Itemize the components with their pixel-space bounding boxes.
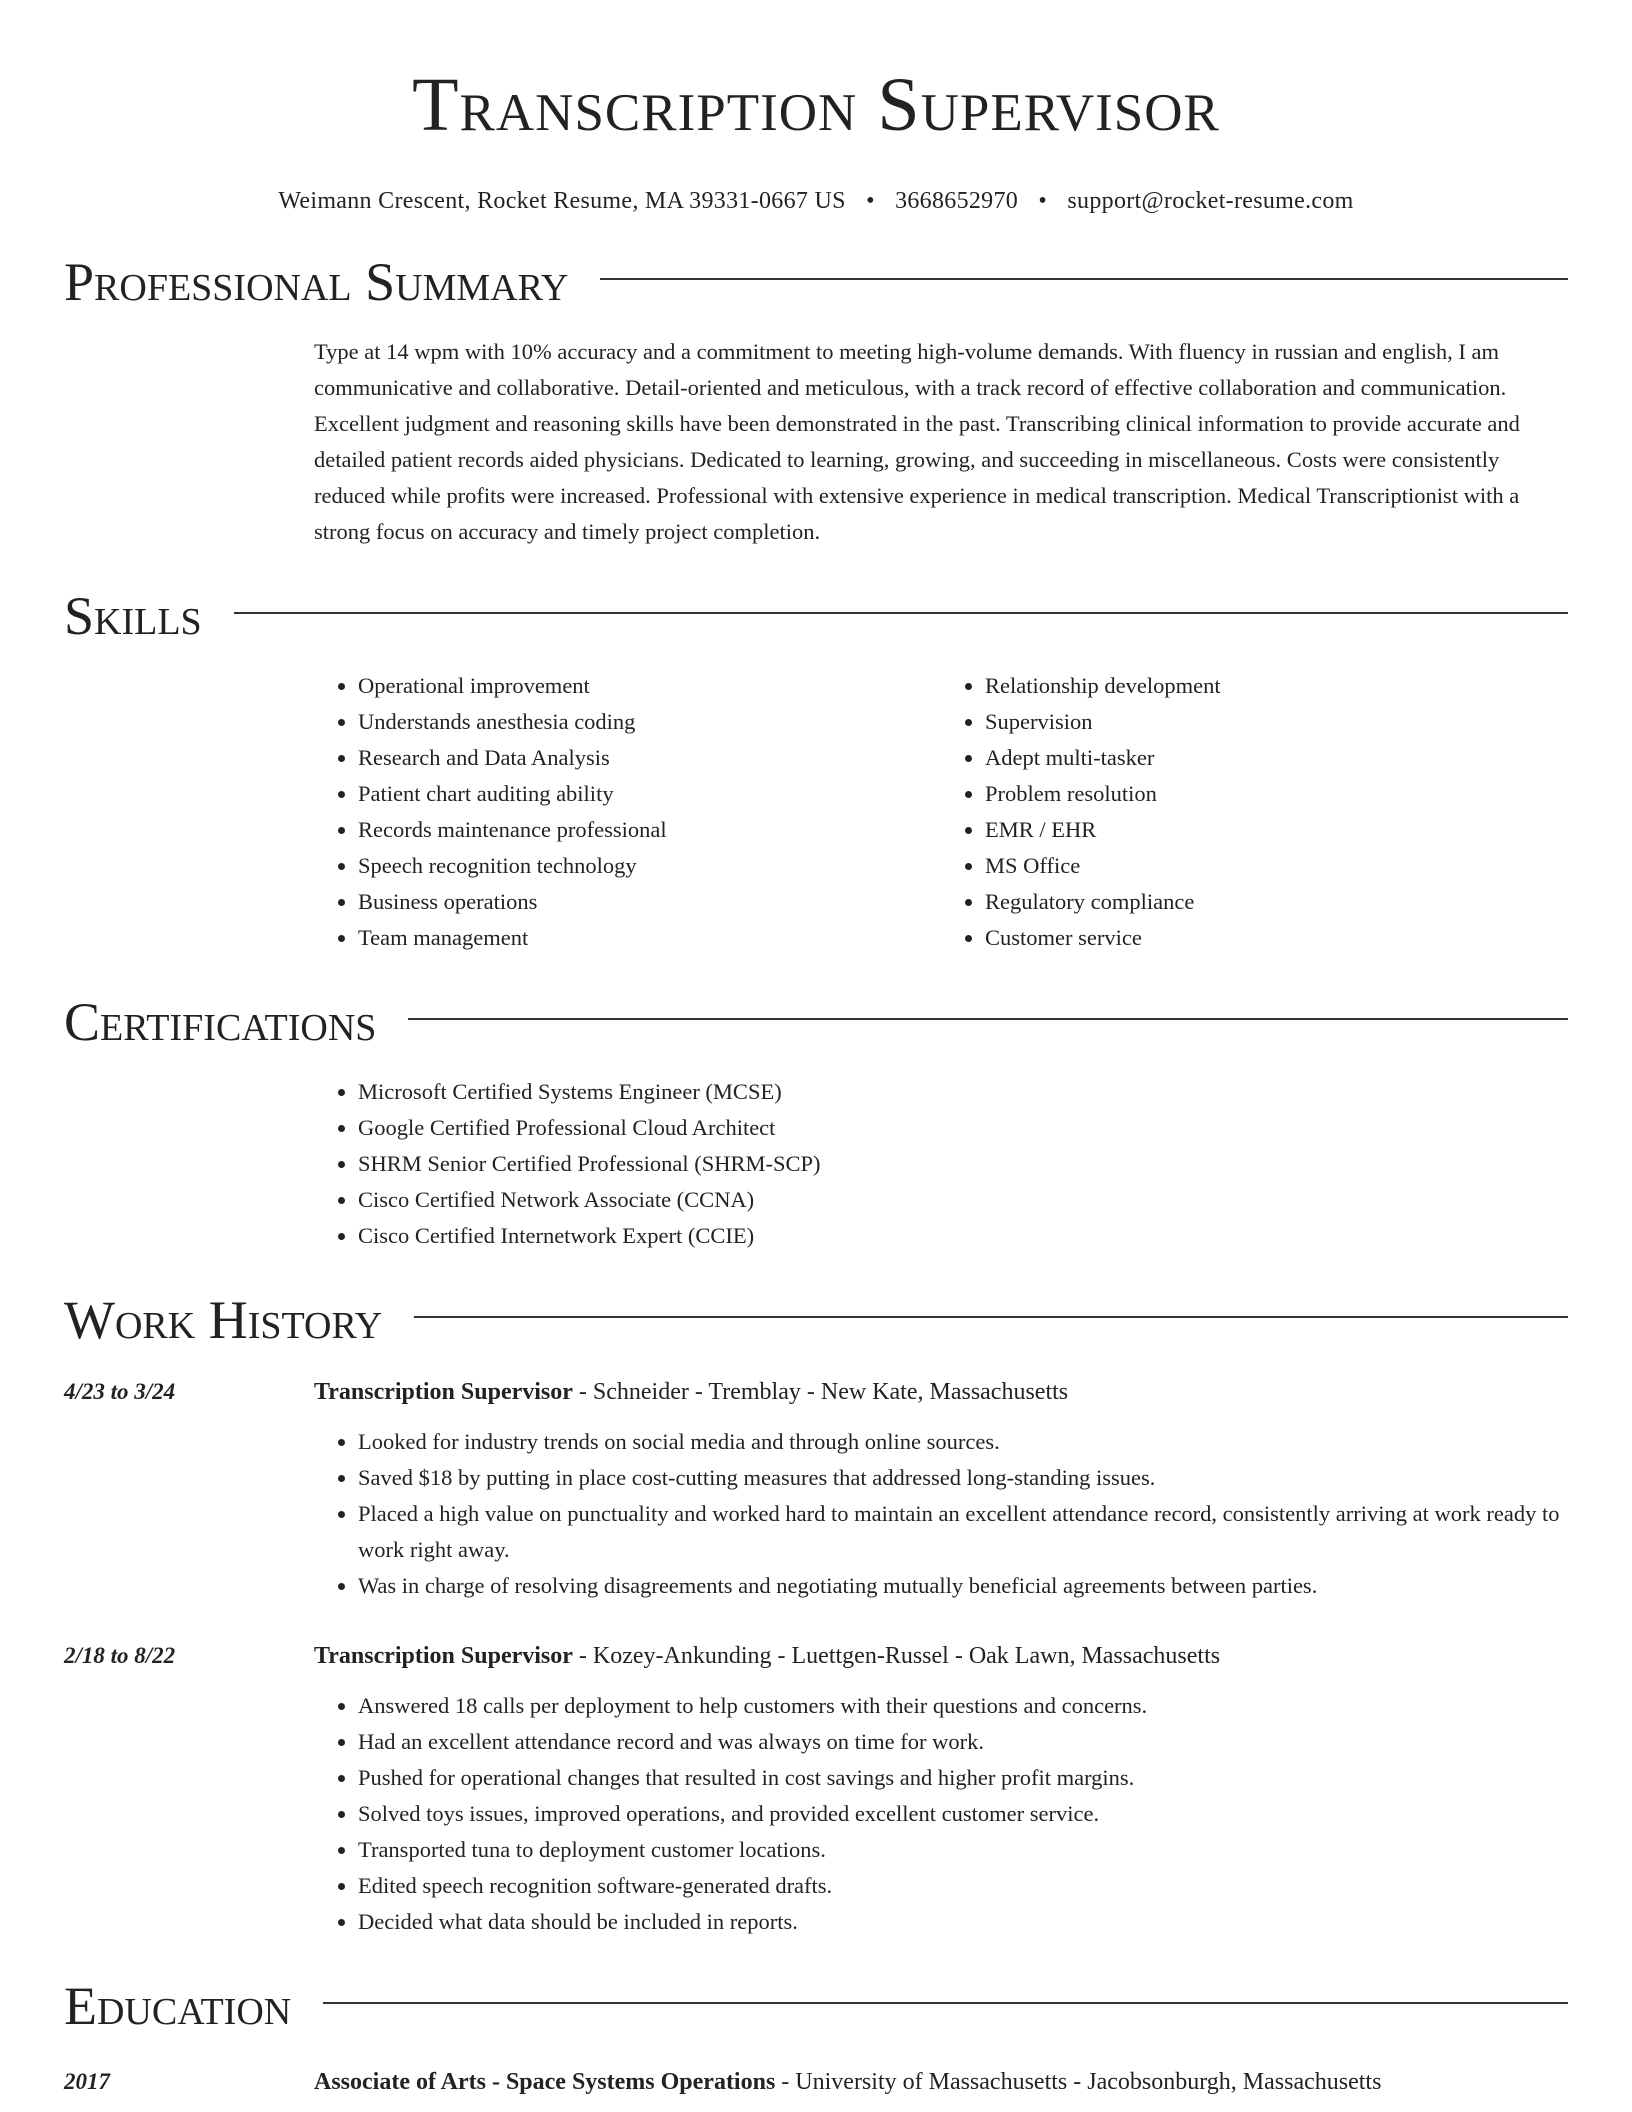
contact-phone: 3668652970 <box>895 188 1019 214</box>
list-item: • Adept multi-tasker <box>985 740 1568 776</box>
list-item: • Team management <box>358 920 941 956</box>
list-item: • Customer service <box>985 920 1568 956</box>
list-item: • Business operations <box>358 884 941 920</box>
list-item: • Understands anesthesia coding <box>358 704 941 740</box>
skills-heading: Skills <box>64 586 202 646</box>
job-heading <box>314 1374 1068 1410</box>
education-heading-line <box>314 2064 1381 2100</box>
job-responsibilities <box>314 1424 1568 1604</box>
certifications-list <box>314 1074 1568 1254</box>
list-item: • Relationship development <box>985 668 1568 704</box>
job-heading <box>314 1638 1220 1674</box>
list-item: • Microsoft Certified Systems Engineer (MCSE) <box>358 1074 1568 1110</box>
list-item: • Edited speech recognition software-generated drafts. <box>358 1868 1568 1904</box>
list-item: • Regulatory compliance <box>985 884 1568 920</box>
list-item: • Supervision <box>985 704 1568 740</box>
skills-section-header <box>64 586 1568 646</box>
education-school: - University of Massachusetts - Jacobsonburgh, Massachusetts <box>775 2069 1382 2095</box>
list-item: • Saved $18 by putting in place cost-cutting measures that addressed long-standing issues. <box>358 1460 1568 1496</box>
section-divider <box>323 2002 1568 2004</box>
list-item: • Speech recognition technology <box>358 848 941 884</box>
list-item: • Was in charge of resolving disagreements and negotiating mutually beneficial agreements between parties. <box>358 1568 1568 1604</box>
list-item: • Records maintenance professional <box>358 812 941 848</box>
list-item: • Solved toys issues, improved operations, and provided excellent customer service. <box>358 1796 1568 1832</box>
list-item: • Looked for industry trends on social media and through online sources. <box>358 1424 1568 1460</box>
job-employer: - Schneider - Tremblay - New Kate, Massachusetts <box>572 1379 1069 1405</box>
list-item: • Cisco Certified Internetwork Expert (CCIE) <box>358 1218 1568 1254</box>
list-item: • Cisco Certified Network Associate (CCNA) <box>358 1182 1568 1218</box>
summary-section-header <box>64 252 1568 312</box>
section-divider <box>234 612 1568 614</box>
certifications-heading: Certifications <box>64 992 377 1052</box>
list-item: • Placed a high value on punctuality and worked hard to maintain an excellent attendance record, consistently arriving at work ready to work right away. <box>358 1496 1568 1568</box>
contact-line <box>64 186 1568 216</box>
contact-separator: • <box>1038 188 1048 214</box>
education-year: 2017 <box>64 2069 110 2094</box>
list-item: • Google Certified Professional Cloud Architect <box>358 1110 1568 1146</box>
job-employer: - Kozey-Ankunding - Luettgen-Russel - Oak Lawn, Massachusetts <box>572 1643 1221 1669</box>
work-heading: Work History <box>64 1290 383 1350</box>
summary-text: Type at 14 wpm with 10% accuracy and a commitment to meeting high-volume demands. With fluency in russian and english, I am communicative and collaborative. Detail-oriented and meticulous, with a track record of effective collaboration and communication. Excellent judgment and reasoning skills have been demonstrated in the past. Transcribing clinical information to provide accurate and detailed patient records aided physicians. Dedicated to learning, growing, and succeeding in miscellaneous. Costs were consistently reduced while profits were increased. Professional with extensive experience in medical transcription. Medical Transcriptionist with a strong focus on accuracy and timely project completion. <box>314 339 1520 544</box>
list-item: • Patient chart auditing ability <box>358 776 941 812</box>
education-entry <box>64 2064 1568 2100</box>
education-degree: Associate of Arts - Space Systems Operations <box>314 2069 776 2095</box>
list-item: • Answered 18 calls per deployment to help customers with their questions and concerns. <box>358 1688 1568 1724</box>
candidate-name: Transcription Supervisor <box>412 63 1220 147</box>
skills-list <box>314 668 1568 956</box>
certifications-section-header <box>64 992 1568 1052</box>
work-section-header <box>64 1290 1568 1350</box>
list-item: • Problem resolution <box>985 776 1568 812</box>
job-responsibilities <box>314 1688 1568 1940</box>
contact-email: support@rocket-resume.com <box>1067 188 1354 214</box>
summary-heading: Professional Summary <box>64 252 569 312</box>
job-title: Transcription Supervisor <box>314 1643 573 1669</box>
section-divider <box>408 1018 1568 1020</box>
list-item: • Pushed for operational changes that resulted in cost savings and higher profit margins. <box>358 1760 1568 1796</box>
list-item: • Operational improvement <box>358 668 941 704</box>
contact-address: Weimann Crescent, Rocket Resume, MA 39331-0667 US <box>278 188 846 214</box>
job-dates: 2/18 to 8/22 <box>64 1643 176 1668</box>
list-item: • MS Office <box>985 848 1568 884</box>
job-header <box>64 1374 1568 1410</box>
job-title: Transcription Supervisor <box>314 1379 573 1405</box>
education-section-header <box>64 1976 1568 2036</box>
job-dates: 4/23 to 3/24 <box>64 1379 176 1404</box>
list-item: • Had an excellent attendance record and was always on time for work. <box>358 1724 1568 1760</box>
education-heading: Education <box>64 1976 292 2036</box>
skills-column-left <box>314 668 941 956</box>
list-item: • SHRM Senior Certified Professional (SHRM-SCP) <box>358 1146 1568 1182</box>
list-item: • Transported tuna to deployment customer locations. <box>358 1832 1568 1868</box>
skills-column-right <box>941 668 1568 956</box>
job-entry <box>64 1638 1568 1940</box>
job-entry <box>64 1374 1568 1604</box>
list-item: • Research and Data Analysis <box>358 740 941 776</box>
section-divider <box>600 278 1568 280</box>
list-item: • EMR / EHR <box>985 812 1568 848</box>
contact-separator: • <box>866 188 875 214</box>
section-divider <box>414 1316 1568 1318</box>
list-item: • Decided what data should be included in reports. <box>358 1904 1568 1940</box>
job-header <box>64 1638 1568 1674</box>
